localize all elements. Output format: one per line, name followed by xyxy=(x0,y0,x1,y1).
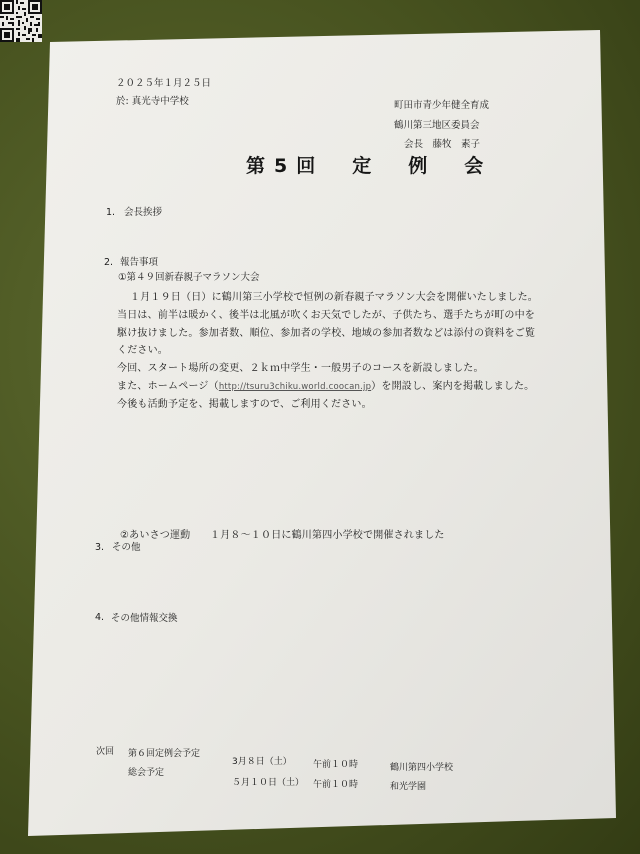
schedule-time: 午前１０時 xyxy=(313,760,359,770)
homepage-link[interactable]: http://tsuru3chiku.world.coocan.jp xyxy=(218,382,372,392)
homepage-line xyxy=(117,382,534,392)
paragraph-line: 今回、スタート場所の変更、２ｋｍ中学生・一般男子のコースを新設しました。 xyxy=(117,363,484,374)
page-title: 第5回 定 例 会 xyxy=(246,155,493,177)
section-2-number: 2. xyxy=(104,257,114,268)
item-2-text: １月８～１０日に鶴川第四小学校で開催されました xyxy=(210,530,445,541)
document-date: ２０２５年１月２５日 xyxy=(116,78,212,89)
section-1-label: 会長挨拶 xyxy=(124,207,163,218)
meeting-venue: 於: 真光寺中学校 xyxy=(116,96,189,107)
schedule-event: 総会予定 xyxy=(128,768,165,778)
paragraph-line: ください。 xyxy=(117,345,168,356)
section-3-label: その他 xyxy=(112,542,141,553)
chairperson-name: 会長 藤牧 素子 xyxy=(404,139,481,150)
item-1-title: ①第４９回新春親子マラソン大会 xyxy=(118,272,260,283)
closing-line: 今後も活動予定を、掲載しますので、ご利用ください。 xyxy=(117,399,372,410)
section-2-label: 報告事項 xyxy=(120,257,159,268)
committee-name: 鶴川第三地区委員会 xyxy=(394,120,480,131)
item-2-label: ②あいさつ運動 xyxy=(120,530,191,541)
paragraph-line: 駆け抜けました。参加者数、順位、参加者の学校、地域の参加者数などは添付の資料をご覧 xyxy=(117,328,536,339)
schedule-event: 第６回定例会予定 xyxy=(128,749,201,759)
schedule-place: 和光学園 xyxy=(390,782,427,792)
next-meeting-label: 次回 xyxy=(96,747,115,757)
schedule-date: ５月１０日（土） xyxy=(232,778,305,788)
schedule-place: 鶴川第四小学校 xyxy=(390,763,454,773)
section-1-number: 1. xyxy=(106,207,116,218)
section-4-label: その他情報交換 xyxy=(111,613,178,624)
schedule-date: 3月８日（土） xyxy=(232,757,292,767)
schedule-time: 午前１０時 xyxy=(313,780,359,790)
homepage-prefix: また、ホームページ（ xyxy=(117,381,219,392)
organization-name: 町田市青少年健全育成 xyxy=(394,100,490,111)
homepage-suffix: ）を開設し、案内を掲載しました。 xyxy=(371,381,535,392)
paragraph-line: １月１９日（日）に鶴川第三小学校で恒例の新春親子マラソン大会を開催いたしました。 xyxy=(130,292,538,303)
paragraph-line: 当日は、前半は暖かく、後半は北風が吹くお天気でしたが、子供たち、選手たちが町の中を xyxy=(117,310,535,321)
section-3-number: 3. xyxy=(95,542,105,553)
section-4-number: 4. xyxy=(95,612,105,623)
qr-code xyxy=(0,0,42,42)
